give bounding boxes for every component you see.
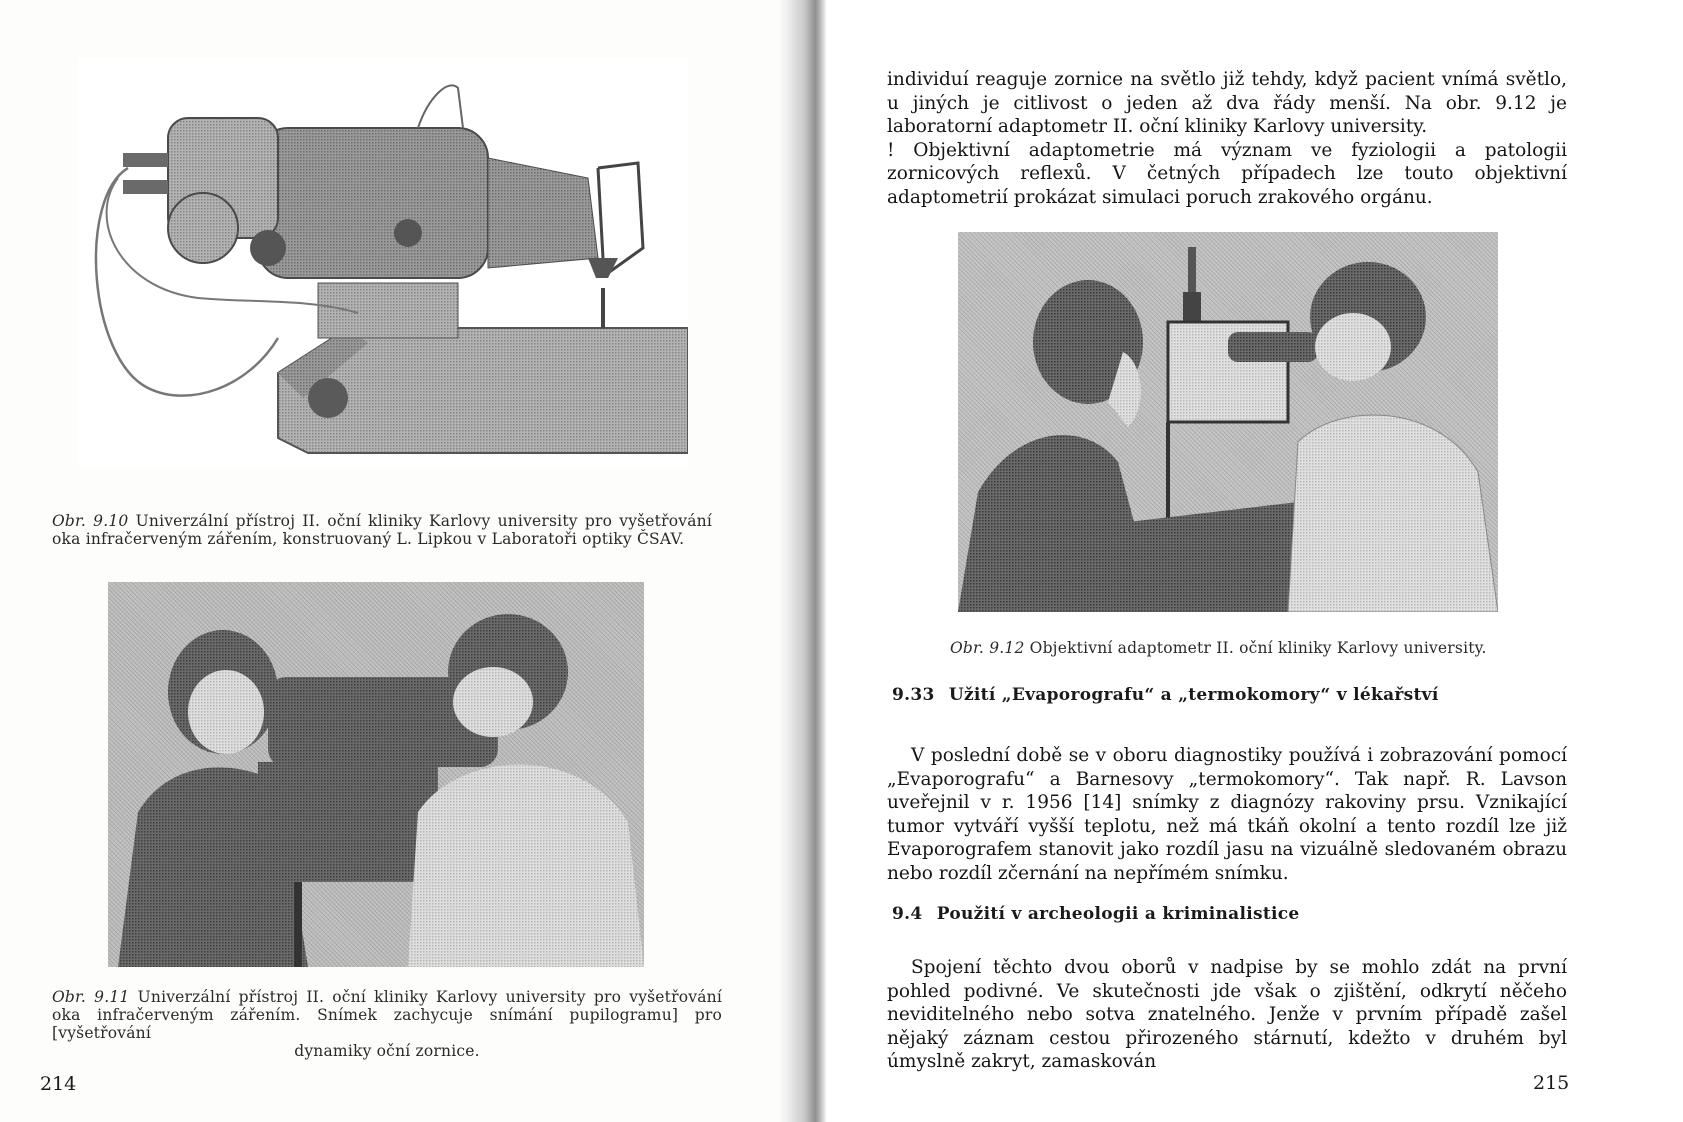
- figure-9-10-caption: [52, 512, 712, 548]
- section-title: Použití v archeologii a kriminalistice: [936, 904, 1300, 924]
- page-number-left: 214: [40, 1073, 77, 1095]
- section-heading-9-33: [892, 685, 1439, 705]
- figure-label: Obr. 9.11: [52, 988, 130, 1006]
- section-9-33-text: [887, 744, 1567, 885]
- section-heading-9-4: [892, 904, 1300, 924]
- figure-9-10-photo: [78, 58, 688, 468]
- figure-9-12-caption: [950, 639, 1510, 657]
- section-number: 9.33: [892, 685, 935, 705]
- figure-9-12-photo: [958, 232, 1498, 612]
- book-spine-shadow: [778, 0, 826, 1122]
- section-number: 9.4: [892, 904, 923, 924]
- apparatus-illustration: [78, 58, 688, 468]
- paragraph: individuí reaguje zornice na světlo již tehdy, když pacient vnímá světlo, u jiných je citlivost o jeden až dva řády menší. Na obr. 9.12 je laboratorní adaptometr II. oční kliniky Karlovy university.: [887, 69, 1567, 137]
- paragraph: V poslední době se v oboru diagnostiky používá i zobrazování pomocí „Evaporografu“ a Barnesovy „termokomory“. Tak např. R. Lavson uveřejnil v r. 1956 [14] snímky z diagnózy rakoviny prsu. Vznikající tumor vytváří vyšší teplotu, než má tkáň okolní a tento rozdíl lze již Evaporografem stanovit jako rozdíl jasu na vizuálně sledovaném obrazu nebo rozdíl zčernání na nepřímém snímku.: [887, 745, 1567, 884]
- figure-9-11-photo: [108, 582, 644, 967]
- figure-9-11-caption: [52, 988, 722, 1060]
- figure-label: Obr. 9.10: [52, 512, 129, 530]
- paragraph: ! Objektivní adaptometrie má význam ve fyziologii a patologii zornicových reflexů. V četných případech lze touto objektivní adaptometrií prokázat simulaci poruch zrakového orgánu.: [887, 139, 1567, 208]
- caption-text: Objektivní adaptometr II. oční kliniky Karlovy university.: [1029, 639, 1487, 657]
- pupillography-illustration: [108, 582, 644, 967]
- caption-text-last-line: dynamiky oční zornice.: [294, 1042, 480, 1060]
- caption-text: Univerzální přístroj II. oční kliniky Karlovy university pro vyšetřování oka infračerveným zářením, konstruovaný L. Lipkou v Laboratoři optiky ČSAV.: [52, 512, 712, 548]
- figure-label: Obr. 9.12: [950, 639, 1025, 657]
- page-number-right: 215: [1533, 1072, 1570, 1094]
- adaptometer-illustration: [958, 232, 1498, 612]
- left-page: [0, 0, 812, 1122]
- caption-text: Univerzální přístroj II. oční kliniky Karlovy university pro vyšetřování oka infračerveným zářením. Snímek zachycuje snímání pupilogramu] pro [vyšetřování: [52, 988, 722, 1042]
- section-title: Užití „Evaporografu“ a „termokomory“ v lékařství: [948, 685, 1439, 705]
- body-text-top: [887, 68, 1567, 209]
- section-9-4-text: [887, 956, 1567, 1074]
- paragraph: Spojení těchto dvou oborů v nadpise by se mohlo zdát na první pohled podivné. Ve skutečnosti jde však o zjištění, odkrytí něčeho neviditelného nebo sotva znatelného. Jenže v prvním případě zašel nějaký záznam cestou přirozeného stárnutí, kdežto v druhém byl úmyslně zakryt, zamaskován: [887, 957, 1567, 1072]
